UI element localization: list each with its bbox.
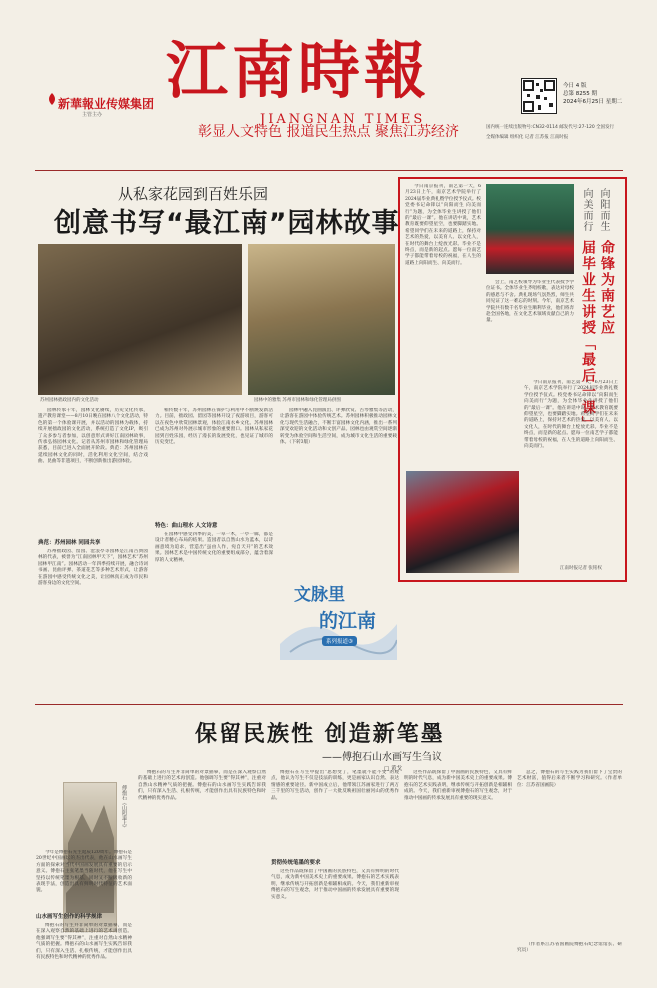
bottom-feature-author: □ 黄戈 xyxy=(384,766,402,772)
total-issue: 总第 8255 期 xyxy=(563,91,597,97)
left-feature-col1b: 苏州拙政园、留园、沧浪亭等园林是江南古典园林的代表，被誉为“江南园林甲天下”，园林艺术“苏州园林甲江南”。园林活动一年四季持续开展，融合诗词书画、昆曲评弹、茶道花艺等多种艺术形式，让游客在游园中感受传统文化之美，让园林真正成为市民和游客身边的文化空间。 xyxy=(38,549,148,587)
speaker-photo xyxy=(486,184,574,274)
right-feature-body-col1: 今日南京报刊，南艺第一天，6月23日上午，南京艺术学院举行了2024届毕业典礼暨学位授予仪式。校党委书记命锋以“向阳而生 向美而行”为题，为全体毕业生讲授了他们的“最后一课”。他在讲话中说，艺术教育既要仰望星空，也要脚踏实地。希望同学们在未来的道路上，保持对艺术的热爱，以美育人、以文化人，在时代的舞台上绽放光彩。毕业不是终点，而是新的起点。愿每一位南艺学子都能带着母校的祝福，在人生的道路上向阳而生、向美而行。 xyxy=(405,184,481,266)
masthead-divider xyxy=(35,170,623,171)
right-feature-byline: 江南时报记者 张铭权 xyxy=(560,566,602,571)
graduation-photo xyxy=(406,471,519,573)
bottom-col2: 傅抱石的写生并非简单的对景描摹，而是在深入观察自然的基础上进行的艺术再创造。他强调写生要“得其神”，注重对自然山水精神气质的把握。傅抱石的山水画写生实践告诉我们，只有深入生活、扎根传统，才能创作出具有民族特色和时代精神的优秀作品。 xyxy=(138,770,266,801)
publication-codes: 国内统一连续出版物号:CN32-0114 邮发代号:27-120 全国发行 xyxy=(486,125,615,130)
garden-photo-1 xyxy=(38,244,242,395)
newspaper-title: 江南時報 xyxy=(166,34,431,107)
bottom-author-note: （作者系江苏省国画院傅抱石纪念馆馆长、研究员） xyxy=(517,942,622,954)
series-title-line2: 的江南 xyxy=(319,610,377,632)
right-feature-body-col2: 会上，南艺校领导为毕业生代表授予学位证书。全体毕业生齐唱校歌，表达对母校的感恩与不舍。典礼现场气氛热烈，师生共同见证了这一难忘的时刻。今年，南京艺术学院共有数千名毕业生顺利毕业，他们将奔赴全国各地，在文化艺术领域贡献自己的力量。 xyxy=(486,280,574,324)
bottom-col4: 这些作品既保留了中国画的民族特色，又具有鲜明的时代气息，成为新中国美术史上的重要成果。傅抱石的艺术实践表明，继承传统与开拓创新是相辅相成的。今天，我们重新审视傅抱石的写生观念，对于推动中国画的传承发展具有重要的现实意义。 xyxy=(404,770,512,801)
qr-code-icon xyxy=(522,79,556,113)
publisher-group-name: 新華報业传媒集团 xyxy=(58,97,155,111)
left-feature-subhead1: 典范：苏州园林 同园共享 xyxy=(38,540,101,546)
publisher-logo xyxy=(47,90,57,109)
bottom-col3b: 这些作品既保留了中国画的民族特色，又具有鲜明的时代气息，成为新中国美术史上的重要成果。傅抱石的艺术实践表明，继承传统与开拓创新是相辅相成的。今天，我们重新审视傅抱石的写生观念，对于推动中国画的传承发展具有重要的现实意义。 xyxy=(271,869,399,900)
bottom-feature-headline: 保留民族性 创造新笔墨 xyxy=(195,722,445,747)
bottom-subhead2: 贯彻传统笔墨的要求 xyxy=(271,860,321,866)
series-title-line1: 文脉里 xyxy=(294,585,345,605)
left-feature-subhead2: 特色：曲山理水 人文诗意 xyxy=(155,523,218,529)
right-feature-kicker1: 向阳而生 xyxy=(598,188,609,232)
bottom-subhead1: 山水画写生创作的科学规律 xyxy=(36,914,103,920)
masthead-slogan: 彰显人文特色 报道民生热点 聚焦江苏经济 xyxy=(198,124,459,140)
left-feature-col2b: 在园林中感受四季的美，一草一木，一亭一廊，都是设计者精心布局的结果。造园者以自然山水为蓝本，以诗画意境为追求，营造出“虽由人作，宛自天开”的艺术效果。园林艺术是中国传统文化的重要组成部分，蕴含着深厚的人文精神。 xyxy=(155,532,273,563)
left-feature-col1: 园林传承千年，园林文化赓续，历史文化传承，遗产教育课堂——8月10日晚在园林八个文化活动，特色的第一个体验课开展，并以活动的园林为载体，持续开展拙政园的文化活动，系统打造了文化IP，吸引了众多参与者参加，以创意形式讲好江南园林故事，传承弘扬园林文化。记者从苏州市园林和绿化管理局获悉，目前已进入全面展开阶段。典范：苏州园林在延续园林文化的同时，活化利用文化空间，结合戏曲、昆曲等非遗项目，不断创新推出游园体验。 xyxy=(38,408,148,465)
today-pages: 今日 4 版 xyxy=(563,83,587,89)
garden-photo-1-caption: 苏州园林拙政园内的文化活动 xyxy=(40,398,99,403)
qr-code[interactable] xyxy=(521,78,557,114)
right-feature-headline1: 命锋为南艺应 xyxy=(599,240,615,336)
right-feature-headline2: 届毕业生讲授「最后一课」 xyxy=(580,240,596,432)
bottom-col3: 傅抱石在写生中提出“思想变了，笔墨就不能不变”的观点，他认为写生不仅是技法的训练，更是画家认识自然、表达情感的重要途径。新中国成立后，他带领江苏画家进行了两万三千里的写生活动，创作了一大批反映祖国壮丽河山的优秀作品。 xyxy=(271,770,399,801)
right-feature-body-col3: 今日南京报刊，南艺第一天，6月23日上午，南京艺术学院举行了2024届毕业典礼暨学位授予仪式。校党委书记命锋以“向阳而生 向美而行”为题，为全体毕业生讲授了他们的“最后一课”。他在讲话中说，艺术教育既要仰望星空，也要脚踏实地。希望同学们在未来的道路上，保持对艺术的热爱，以美育人、以文化人，在时代的舞台上绽放光彩。毕业不是终点，而是新的起点。愿每一位南艺学子都能带着母校的祝福，在人生的道路上向阳而生、向美而行。 xyxy=(524,380,618,450)
garden-photo-2-caption: 园林中的雅集 苏州市园林和绿化管理局供图 xyxy=(254,398,341,403)
painting-caption: 傅抱石《山阴道上》 xyxy=(121,785,127,830)
right-feature-kicker2: 向美而行 xyxy=(581,188,592,232)
sponsor-label: 主管主办 xyxy=(82,112,103,118)
publication-contacts: 全媒体编辑 组织化 记者 江苏报 江南时报 xyxy=(486,135,569,140)
section-divider xyxy=(35,704,623,705)
bottom-col5: 总之，傅抱石的写生实践为我们留下了宝贵的艺术财富，值得后来者不断学习和研究。（作者单位：江苏省国画院） xyxy=(517,770,622,788)
issue-info xyxy=(563,82,622,106)
left-feature-kicker: 从私家花园到百姓乐园 xyxy=(118,185,269,203)
newspaper-title-en: JIANGNAN TIMES xyxy=(260,112,426,127)
left-feature-headline: 创意书写“最江南”园林故事 xyxy=(54,208,400,239)
series-number-badge: 系列报道③ xyxy=(322,636,357,646)
bottom-col1b: 傅抱石的写生并非简单的对景描摹，而是在深入观察自然的基础上进行的艺术再创造。他强调写生要“得其神”，注重对自然山水精神气质的把握。傅抱石的山水画写生实践告诉我们，只有深入生活、扎根传统，才能创作出具有民族特色和时代精神的优秀作品。 xyxy=(36,923,132,961)
garden-photo-2 xyxy=(248,244,395,395)
left-feature-col2: 相传数千年，苏州园林在保护与利用中不断焕发新活力。目前，拙政园、留园等园林开设了夜游项目，游客可以在夜色中欣赏园林景观，体验江南水乡文化。苏州园林已成为苏州对外展示城市形象的重要窗口。园林从私家花园到百姓乐园，经历了漫长的发展变化，也见证了城市的历史变迁。 xyxy=(155,408,273,446)
left-feature-col3: 园林中融入昆曲演出、评弹欣赏、古琴雅集等活动，让游客在游园中体验传统艺术。苏州园林积极推动园林文化与现代生活融合，不断丰富园林文化内涵，推出一系列深受欢迎的文化活动和文创产品。园林也由观赏空间逐渐转变为体验空间和生活空间，成为城市文化生活的重要载体。（下转3版） xyxy=(280,408,397,446)
bottom-feature-subheadline: ——傅抱石山水画写生刍议 xyxy=(322,752,442,763)
xinhua-leaf-icon xyxy=(47,93,57,105)
issue-date: 2024年6月25日 星期二 xyxy=(563,99,623,105)
bottom-col1: 今年是傅抱石先生诞辰120周年。傅抱石是20世纪中国画坛的杰出代表，他在山水画写生方面的探索对当代中国画发展具有重要的启示意义。傅抱石主张笔墨当随时代，他在写生中坚持以传统笔墨为根基，同时又不断吸收新的表现手法，创造出具有鲜明时代特征的艺术面貌。 xyxy=(36,850,132,894)
